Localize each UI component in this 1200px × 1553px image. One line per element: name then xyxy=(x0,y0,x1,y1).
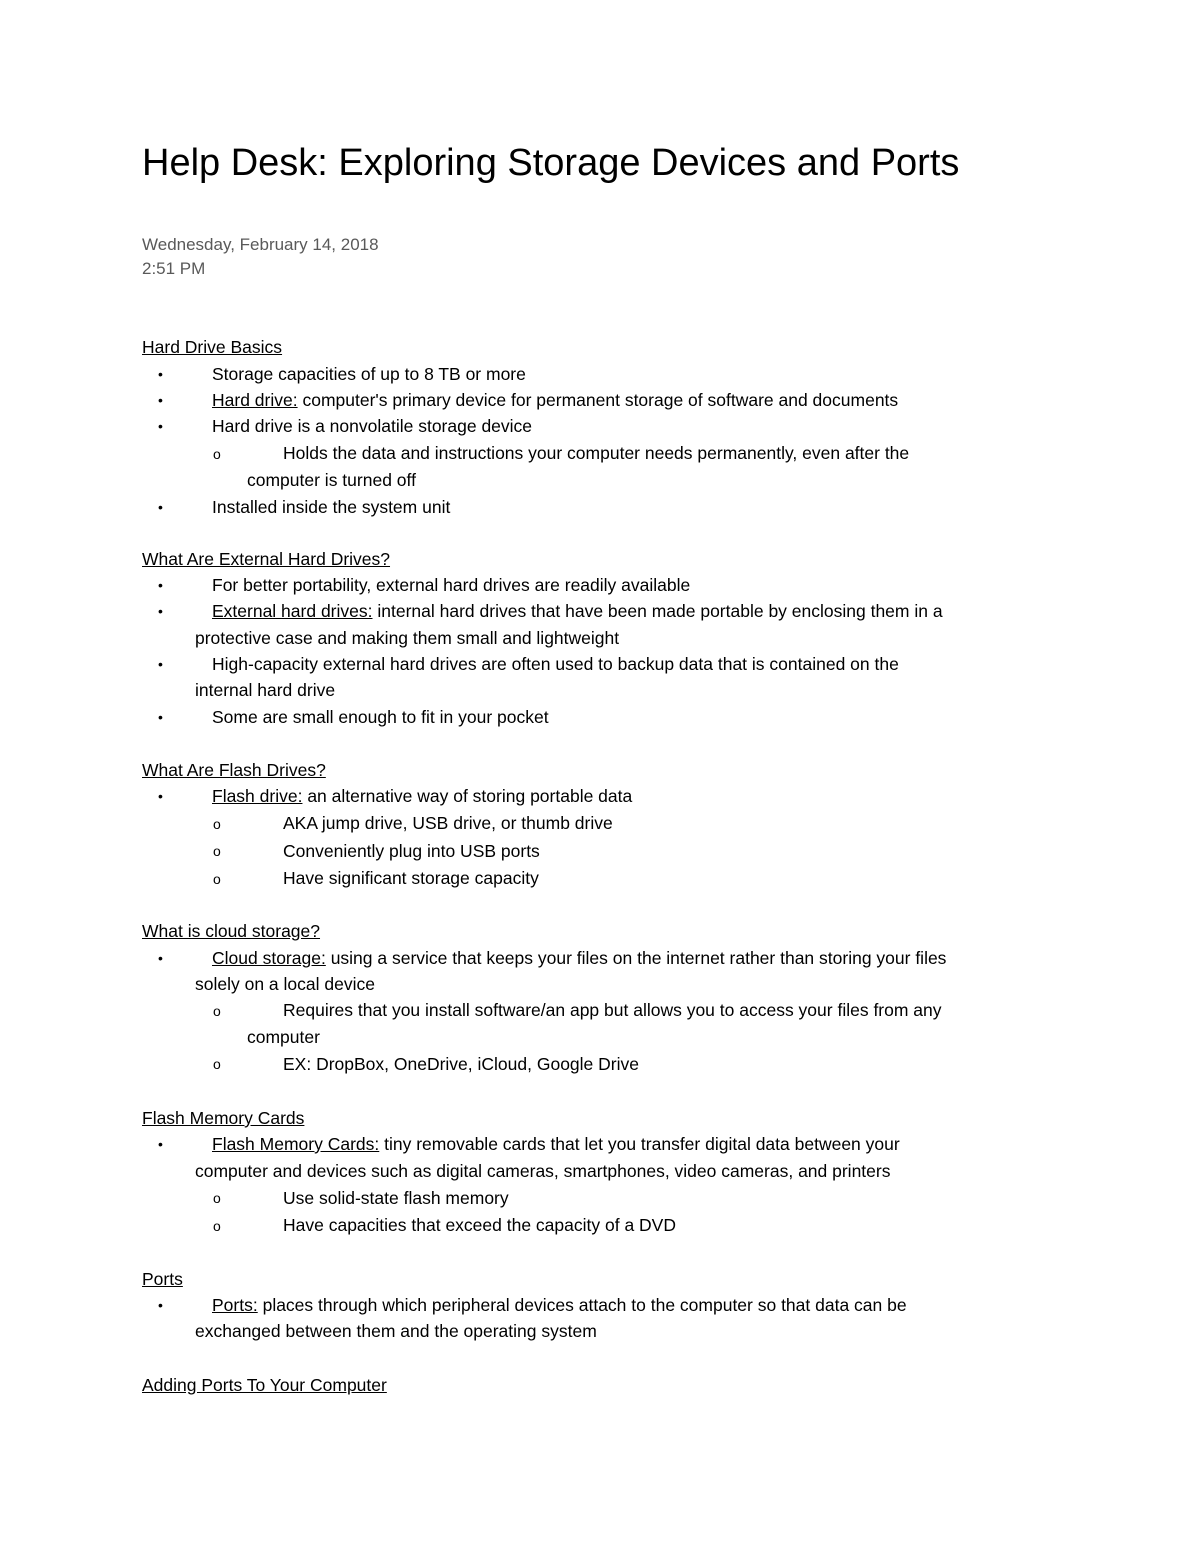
bullet-icon: • xyxy=(158,499,163,515)
list-item: Hard drive is a nonvolatile storage device xyxy=(212,416,533,436)
sub-list-item: Requires that you install software/an app but allows you to access your files from any xyxy=(283,1000,942,1020)
list-item xyxy=(212,390,898,411)
definition: an alternative way of storing portable data xyxy=(302,786,633,806)
bullet-icon: • xyxy=(158,950,163,966)
term: Hard drive: xyxy=(212,390,298,410)
definition: places through which peripheral devices attach to the computer so that data can be xyxy=(257,1295,907,1315)
subbullet-icon: o xyxy=(213,1056,221,1072)
subbullet-icon: o xyxy=(213,1218,221,1234)
bullet-icon: • xyxy=(158,577,163,593)
term: Ports: xyxy=(212,1295,258,1315)
list-item: Storage capacities of up to 8 TB or more xyxy=(212,364,526,384)
note-date: Wednesday, February 14, 2018 xyxy=(142,235,379,254)
section-heading-hard-drive-basics: Hard Drive Basics xyxy=(142,337,283,357)
list-item-continued: exchanged between them and the operating system xyxy=(195,1321,597,1341)
bullet-icon: • xyxy=(158,656,163,672)
bullet-icon: • xyxy=(158,418,163,434)
list-item: Installed inside the system unit xyxy=(212,497,451,517)
section-heading-ports: Ports xyxy=(142,1269,183,1289)
sub-list-item: AKA jump drive, USB drive, or thumb drive xyxy=(283,813,613,833)
bullet-icon: • xyxy=(158,1136,163,1152)
term: Flash drive: xyxy=(212,786,303,806)
subbullet-icon: o xyxy=(213,843,221,859)
sub-list-item: Conveniently plug into USB ports xyxy=(283,841,540,861)
list-item-continued: solely on a local device xyxy=(195,974,375,994)
section-heading-external-hard-drives: What Are External Hard Drives? xyxy=(142,549,391,569)
sub-list-item-continued: computer xyxy=(247,1027,320,1047)
section-heading-flash-drives: What Are Flash Drives? xyxy=(142,760,326,780)
sub-list-item: Holds the data and instructions your computer needs permanently, even after the xyxy=(283,443,910,463)
list-item: Some are small enough to fit in your pocket xyxy=(212,707,549,727)
subbullet-icon: o xyxy=(213,871,221,887)
term: Flash Memory Cards: xyxy=(212,1134,380,1154)
list-item xyxy=(212,1295,907,1316)
sub-list-item: EX: DropBox, OneDrive, iCloud, Google Drive xyxy=(283,1054,639,1074)
bullet-icon: • xyxy=(158,603,163,619)
definition: computer's primary device for permanent storage of software and documents xyxy=(297,390,899,410)
list-item-continued: protective case and making them small and lightweight xyxy=(195,628,620,648)
bullet-icon: • xyxy=(158,392,163,408)
section-heading-cloud-storage: What is cloud storage? xyxy=(142,921,321,941)
list-item xyxy=(212,786,632,807)
subbullet-icon: o xyxy=(213,446,221,462)
section-heading-flash-memory-cards: Flash Memory Cards xyxy=(142,1108,305,1128)
page-title: Help Desk: Exploring Storage Devices and Ports xyxy=(142,142,960,184)
list-item xyxy=(212,948,946,969)
subbullet-icon: o xyxy=(213,1003,221,1019)
subbullet-icon: o xyxy=(213,816,221,832)
list-item-continued: internal hard drive xyxy=(195,680,336,700)
definition: using a service that keeps your files on the internet rather than storing your files xyxy=(325,948,947,968)
subbullet-icon: o xyxy=(213,1190,221,1206)
section-heading-adding-ports: Adding Ports To Your Computer xyxy=(142,1375,387,1395)
list-item xyxy=(212,601,943,622)
bullet-icon: • xyxy=(158,788,163,804)
list-item xyxy=(212,1134,900,1155)
definition: tiny removable cards that let you transfer digital data between your xyxy=(379,1134,900,1154)
list-item: For better portability, external hard drives are readily available xyxy=(212,575,691,595)
bullet-icon: • xyxy=(158,709,163,725)
note-time: 2:51 PM xyxy=(142,259,206,278)
term: Cloud storage: xyxy=(212,948,326,968)
sub-list-item: Use solid-state flash memory xyxy=(283,1188,509,1208)
sub-list-item: Have capacities that exceed the capacity of a DVD xyxy=(283,1215,676,1235)
definition: internal hard drives that have been made portable by enclosing them in a xyxy=(372,601,943,621)
sub-list-item-continued: computer is turned off xyxy=(247,470,416,490)
list-item-continued: computer and devices such as digital cameras, smartphones, video cameras, and printers xyxy=(195,1161,891,1181)
list-item: High-capacity external hard drives are often used to backup data that is contained on the xyxy=(212,654,899,674)
term: External hard drives: xyxy=(212,601,373,621)
bullet-icon: • xyxy=(158,366,163,382)
sub-list-item: Have significant storage capacity xyxy=(283,868,539,888)
bullet-icon: • xyxy=(158,1297,163,1313)
